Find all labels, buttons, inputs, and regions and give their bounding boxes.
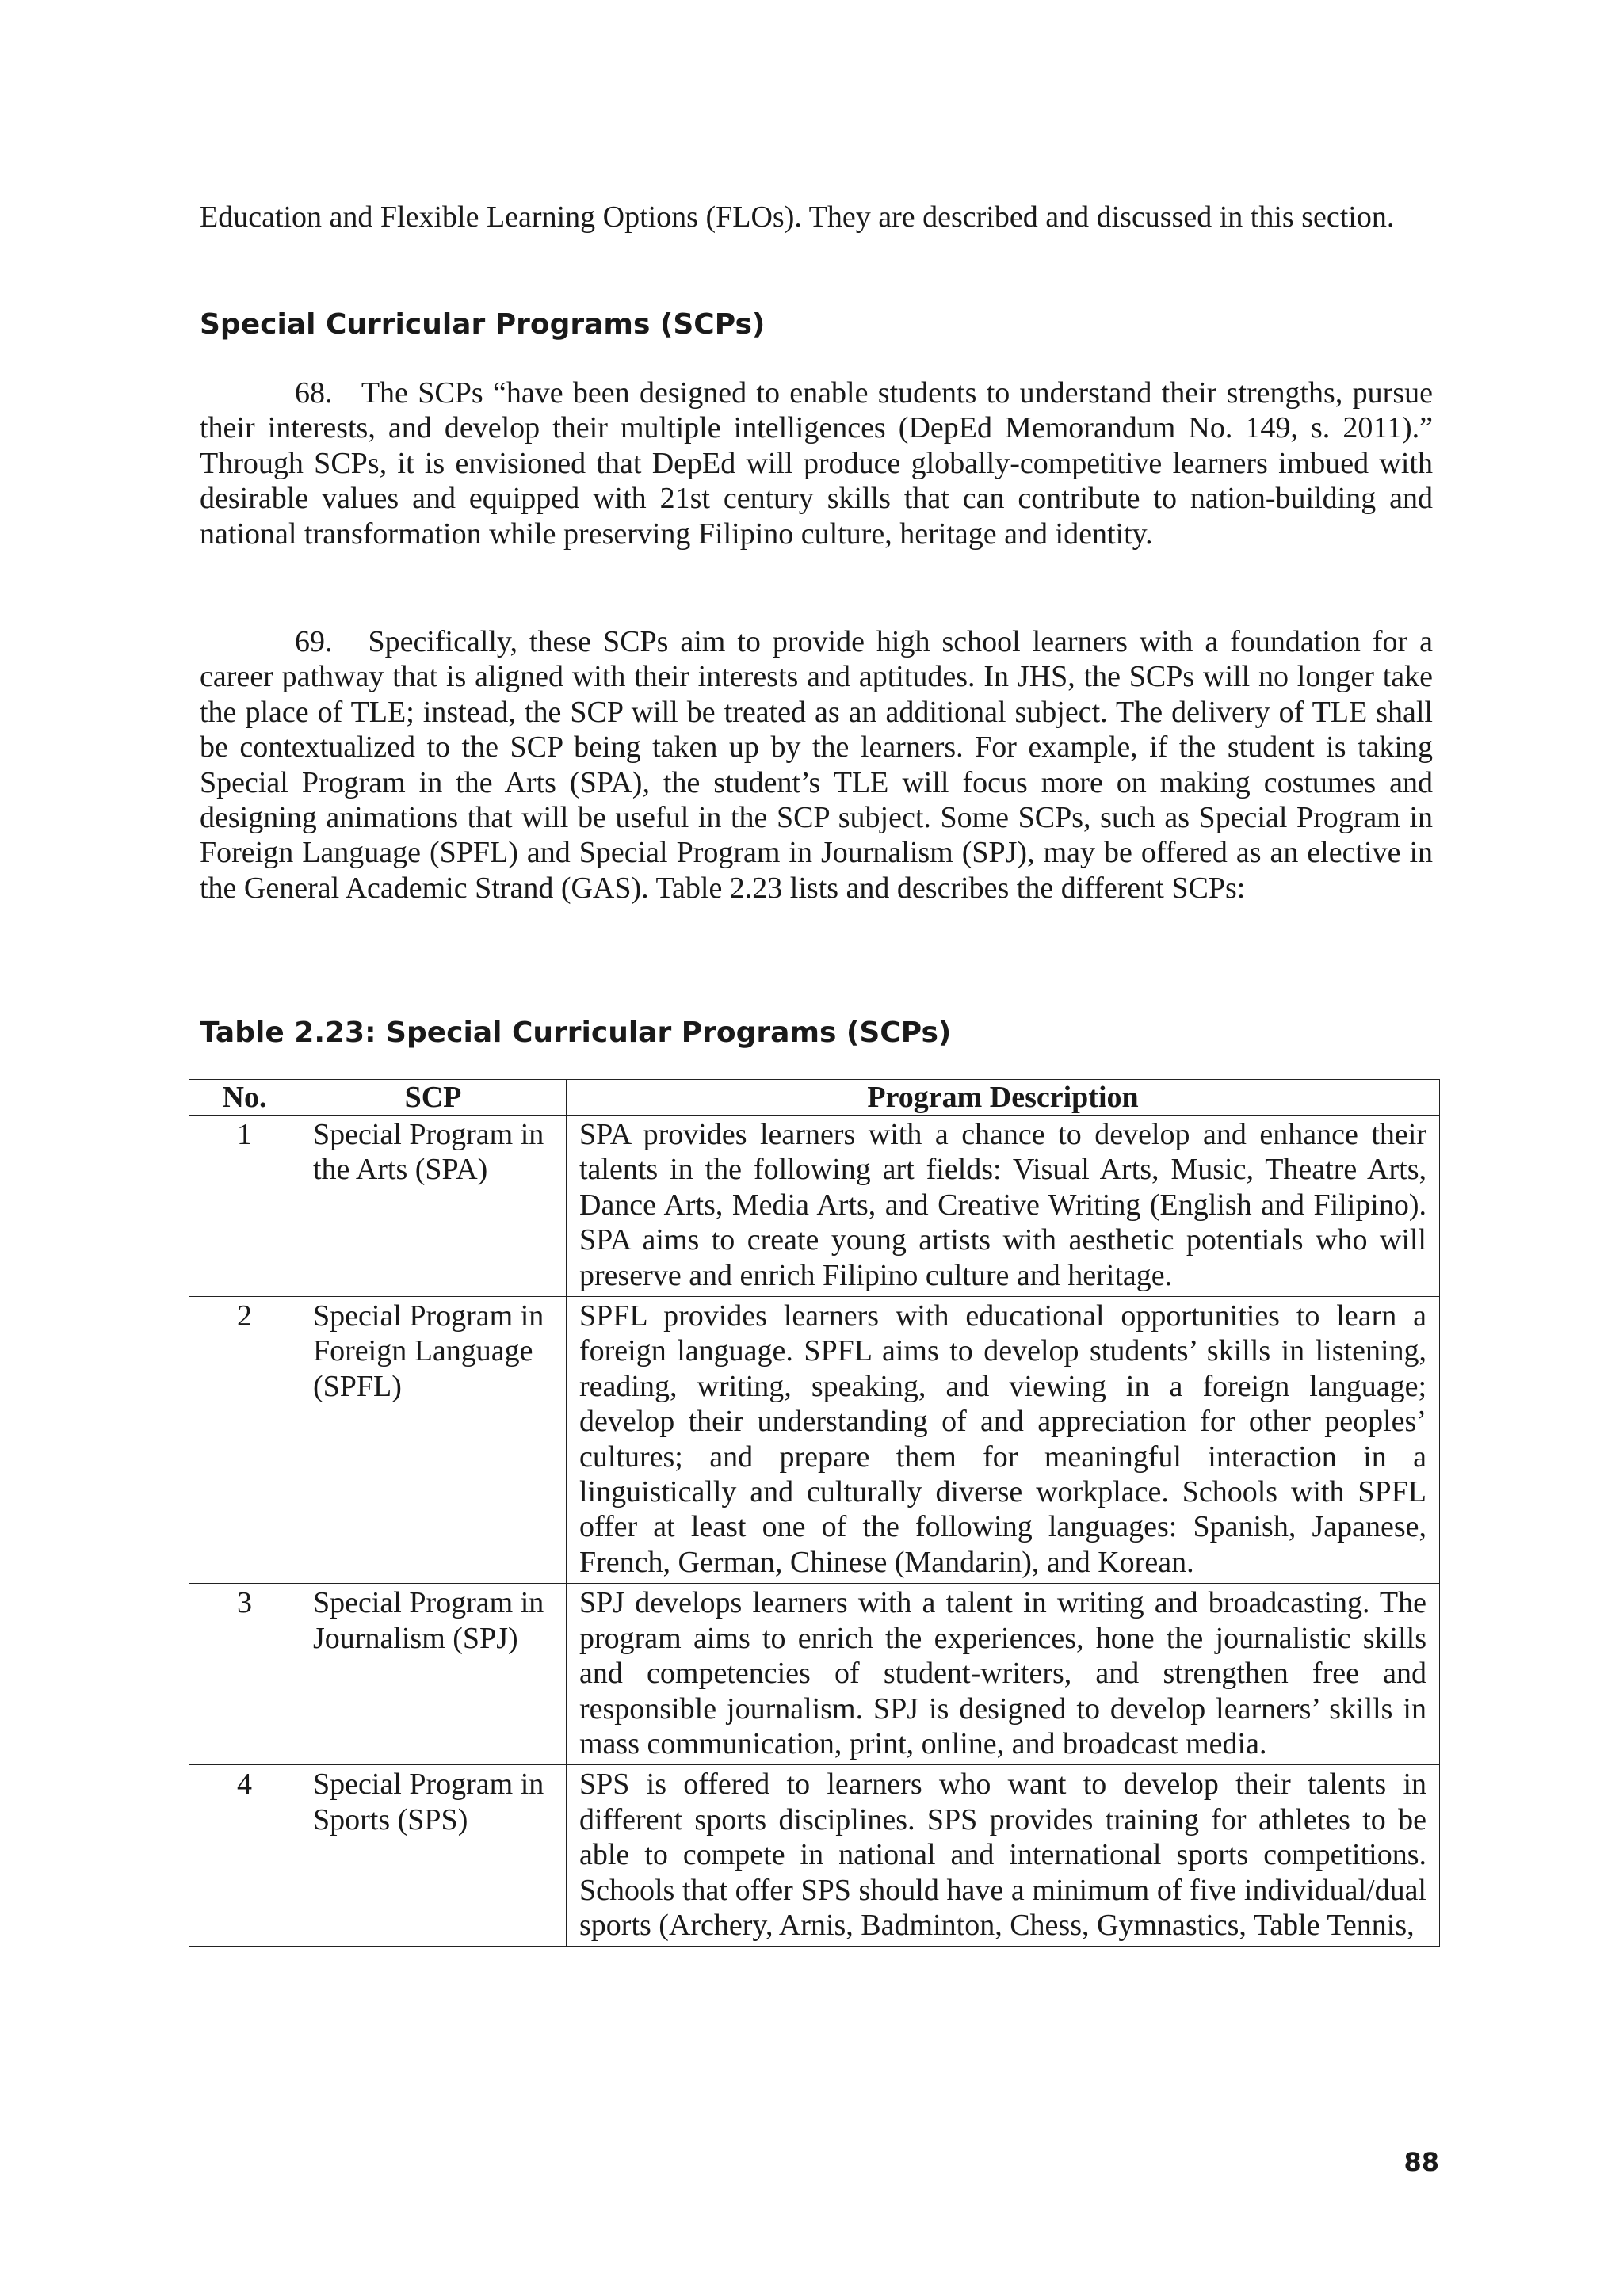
header-program-description: Program Description bbox=[567, 1080, 1440, 1116]
row-number: 3 bbox=[189, 1584, 300, 1765]
paragraph-number: 68. bbox=[295, 376, 333, 410]
paragraph-text: Specifically, these SCPs aim to provide high school learners with a foundation for a career pathway that is aligned with their interests and aptitudes. In JHS, the SCPs will no longer take the place of TLE; instead, the SCP will be treated as an additional subject. The delivery of TLE shall be contextualized to the SCP being taken up by the learners. For example, if the student is taking Special Program in the Arts (SPA), the student’s TLE will focus more on making costumes and designing animations that will be useful in the SCP subject. Some SCPs, such as Special Program in Foreign Language (SPFL) and Special Program in Journalism (SPJ), may be offered as an elective in the General Academic Strand (GAS). Table 2.23 lists and describes the different SCPs: bbox=[200, 625, 1434, 905]
table-row bbox=[189, 1765, 1440, 1947]
table-row bbox=[189, 1116, 1440, 1297]
paragraph-69 bbox=[200, 624, 1433, 906]
header-no: No. bbox=[189, 1080, 300, 1116]
row-number: 1 bbox=[189, 1116, 300, 1297]
intro-paragraph: Education and Flexible Learning Options (FLOs). They are described and discussed in this section. bbox=[200, 200, 1395, 234]
section-heading: Special Curricular Programs (SCPs) bbox=[200, 308, 766, 341]
header-scp: SCP bbox=[300, 1080, 567, 1116]
scp-name: Special Program in Journalism (SPJ) bbox=[300, 1584, 567, 1765]
paragraph-text: The SCPs “have been designed to enable students to understand their strengths, pursue their interests, and develop their multiple intelligences (DepEd Memorandum No. 149, s. 2011).” Through SCPs, it is envisioned that DepEd will produce globally-competitive learners imbued with desirable values and equipped with 21st century skills that can contribute to nation-building and national transformation while preserving Filipino culture, heritage and identity. bbox=[200, 376, 1433, 551]
table-row bbox=[189, 1297, 1440, 1584]
program-description: SPFL provides learners with educational opportunities to learn a foreign language. SPFL aims to develop students’ skills in listening, reading, writing, speaking, and viewing in a foreign language; develop their understanding of and appreciation for other peoples’ cultures; and prepare them for meaningful interaction in a linguistically and culturally diverse workplace. Schools with SPFL offer at least one of the following languages: Spanish, Japanese, French, German, Chinese (Mandarin), and Korean. bbox=[567, 1297, 1440, 1584]
table-header-row bbox=[189, 1080, 1440, 1116]
scp-table bbox=[189, 1079, 1440, 1947]
scp-name: Special Program in Sports (SPS) bbox=[300, 1765, 567, 1947]
program-description: SPS is offered to learners who want to develop their talents in different sports disciplines. SPS provides training for athletes to be able to compete in national and international sports competitions. Schools that offer SPS should have a minimum of five individual/dual sports (Archery, Arnis, Badminton, Chess, Gymnastics, Table Tennis, bbox=[567, 1765, 1440, 1947]
paragraph-number: 69. bbox=[295, 625, 333, 658]
page-number: 88 bbox=[1403, 2147, 1439, 2177]
table-caption: Table 2.23: Special Curricular Programs (SCPs) bbox=[200, 1016, 952, 1049]
table-row bbox=[189, 1584, 1440, 1765]
row-number: 2 bbox=[189, 1297, 300, 1584]
program-description: SPJ develops learners with a talent in writing and broadcasting. The program aims to enrich the experiences, hone the journalistic skills and competencies of student-writers, and strengthen free and responsible journalism. SPJ is designed to develop learners’ skills in mass communication, print, online, and broadcast media. bbox=[567, 1584, 1440, 1765]
scp-name: Special Program in the Arts (SPA) bbox=[300, 1116, 567, 1297]
paragraph-68 bbox=[200, 376, 1433, 551]
program-description: SPA provides learners with a chance to develop and enhance their talents in the following art fields: Visual Arts, Music, Theatre Arts, Dance Arts, Media Arts, and Creative Writing (English and Filipino). SPA aims to create young artists with aesthetic potentials who will preserve and enrich Filipino culture and heritage. bbox=[567, 1116, 1440, 1297]
scp-name: Special Program in Foreign Language (SPFL) bbox=[300, 1297, 567, 1584]
row-number: 4 bbox=[189, 1765, 300, 1947]
